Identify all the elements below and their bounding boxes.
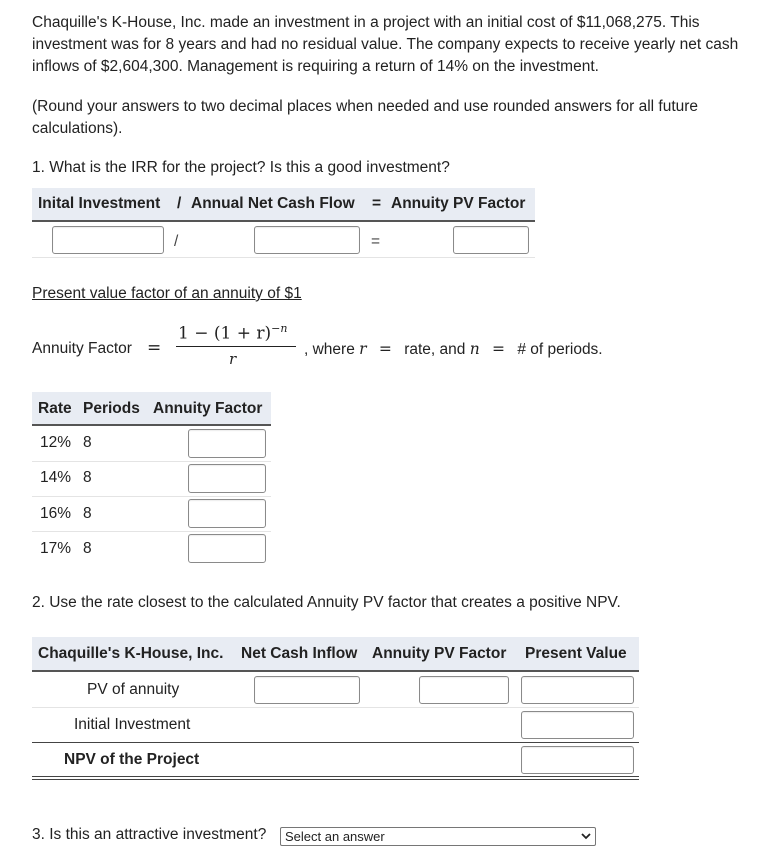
- pv-factor-link[interactable]: Present value factor of an annuity of $1: [32, 285, 302, 302]
- npv-header-underline: [32, 670, 639, 672]
- chevron-down-icon: [581, 833, 591, 840]
- rate-cell: 14%: [40, 469, 72, 486]
- header-company: Chaquille's K-House, Inc.: [38, 645, 224, 662]
- npv-double-underline-1: [32, 776, 639, 777]
- net-cash-inflow-input[interactable]: [254, 676, 360, 704]
- irr-table-header: [32, 188, 535, 220]
- rate-row-divider: [32, 531, 271, 532]
- formula-denominator: r: [229, 350, 237, 368]
- formula-label: Annuity Factor: [32, 340, 132, 357]
- header-divide-op: /: [177, 195, 182, 212]
- header-initial-investment: Inital Investment: [38, 195, 161, 212]
- rate-cell: 16%: [40, 505, 72, 522]
- initial-investment-label: Initial Investment: [74, 716, 191, 733]
- header-net-cash-inflow: Net Cash Inflow: [241, 645, 358, 662]
- header-present-value: Present Value: [525, 645, 627, 662]
- header-annuity-factor: Annuity Factor: [153, 400, 263, 417]
- pv-of-annuity-value-input[interactable]: [521, 676, 634, 704]
- rate-row-divider: [32, 461, 271, 462]
- where-label: , where: [304, 341, 355, 358]
- initial-investment-value-input[interactable]: [521, 711, 634, 739]
- periods-cell: 8: [83, 434, 92, 451]
- formula-exponent: −n: [271, 322, 288, 335]
- periods-cell: 8: [83, 469, 92, 486]
- header-annuity-pv-factor: Annuity PV Factor: [391, 195, 526, 212]
- rate-cell: 17%: [40, 540, 72, 557]
- header-equals-op: =: [372, 195, 382, 212]
- select-value: Select an answer: [285, 829, 385, 844]
- irr-header-underline: [32, 220, 535, 222]
- header-annual-net-cash-flow: Annual Net Cash Flow: [191, 195, 355, 212]
- question-3: 3. Is this an attractive investment?: [32, 826, 267, 843]
- npv-of-project-label: NPV of the Project: [64, 751, 200, 768]
- npv-total-line: [32, 742, 639, 743]
- periods-cell: 8: [83, 505, 92, 522]
- initial-investment-input[interactable]: [52, 226, 164, 254]
- npv-table-header: [32, 637, 639, 670]
- row-divide-op: /: [174, 233, 179, 250]
- header-annuity-pv-factor: Annuity PV Factor: [372, 645, 507, 662]
- annual-net-cash-flow-input[interactable]: [254, 226, 360, 254]
- periods-cell: 8: [83, 540, 92, 557]
- annuity-factor-12-input[interactable]: [188, 429, 266, 458]
- annuity-factor-16-input[interactable]: [188, 499, 266, 528]
- rate-header-underline: [32, 424, 271, 426]
- r-equals: =: [378, 340, 392, 358]
- fraction-bar: [176, 346, 296, 347]
- question-1: 1. What is the IRR for the project? Is this a good investment?: [32, 159, 450, 176]
- formula-numerator: [178, 322, 287, 344]
- rate-text: rate, and: [404, 341, 466, 358]
- rate-table-header: [32, 392, 271, 424]
- rounding-note: (Round your answers to two decimal places when needed and use rounded answers for all future calculations).: [32, 98, 699, 137]
- header-periods: Periods: [83, 400, 140, 417]
- npv-row-divider: [32, 707, 639, 708]
- npv-value-input[interactable]: [521, 746, 634, 774]
- periods-text: # of periods.: [517, 341, 603, 358]
- npv-double-underline-2: [32, 779, 639, 780]
- attractive-investment-select[interactable]: [280, 827, 596, 846]
- formula-numerator-text: 1 − (1 + r): [178, 323, 272, 344]
- r-variable: r: [359, 340, 367, 358]
- question-2: 2. Use the rate closest to the calculated Annuity PV factor that creates a positive NPV.: [32, 594, 621, 611]
- n-variable: n: [469, 340, 480, 358]
- annuity-factor-14-input[interactable]: [188, 464, 266, 493]
- problem-intro: Chaquille's K-House, Inc. made an investment in a project with an initial cost of $11,068,275. This investment was for 8 years and had no residual value. The company expects to receive yearly net cash inflows of $2,604,300. Management is requiring a return of 14% on the investment.: [32, 14, 739, 75]
- rate-cell: 12%: [40, 434, 72, 451]
- npv-annuity-pv-factor-input[interactable]: [419, 676, 509, 704]
- header-rate: Rate: [38, 400, 72, 417]
- formula-equals: =: [147, 338, 162, 358]
- row-equals-op: =: [371, 233, 381, 250]
- n-equals: =: [492, 340, 505, 358]
- annuity-factor-17-input[interactable]: [188, 534, 266, 563]
- pv-of-annuity-label: PV of annuity: [87, 681, 180, 698]
- irr-row-bottom-border: [32, 257, 535, 258]
- rate-row-divider: [32, 496, 271, 497]
- annuity-pv-factor-input[interactable]: [453, 226, 529, 254]
- formula-where-text: [304, 340, 603, 359]
